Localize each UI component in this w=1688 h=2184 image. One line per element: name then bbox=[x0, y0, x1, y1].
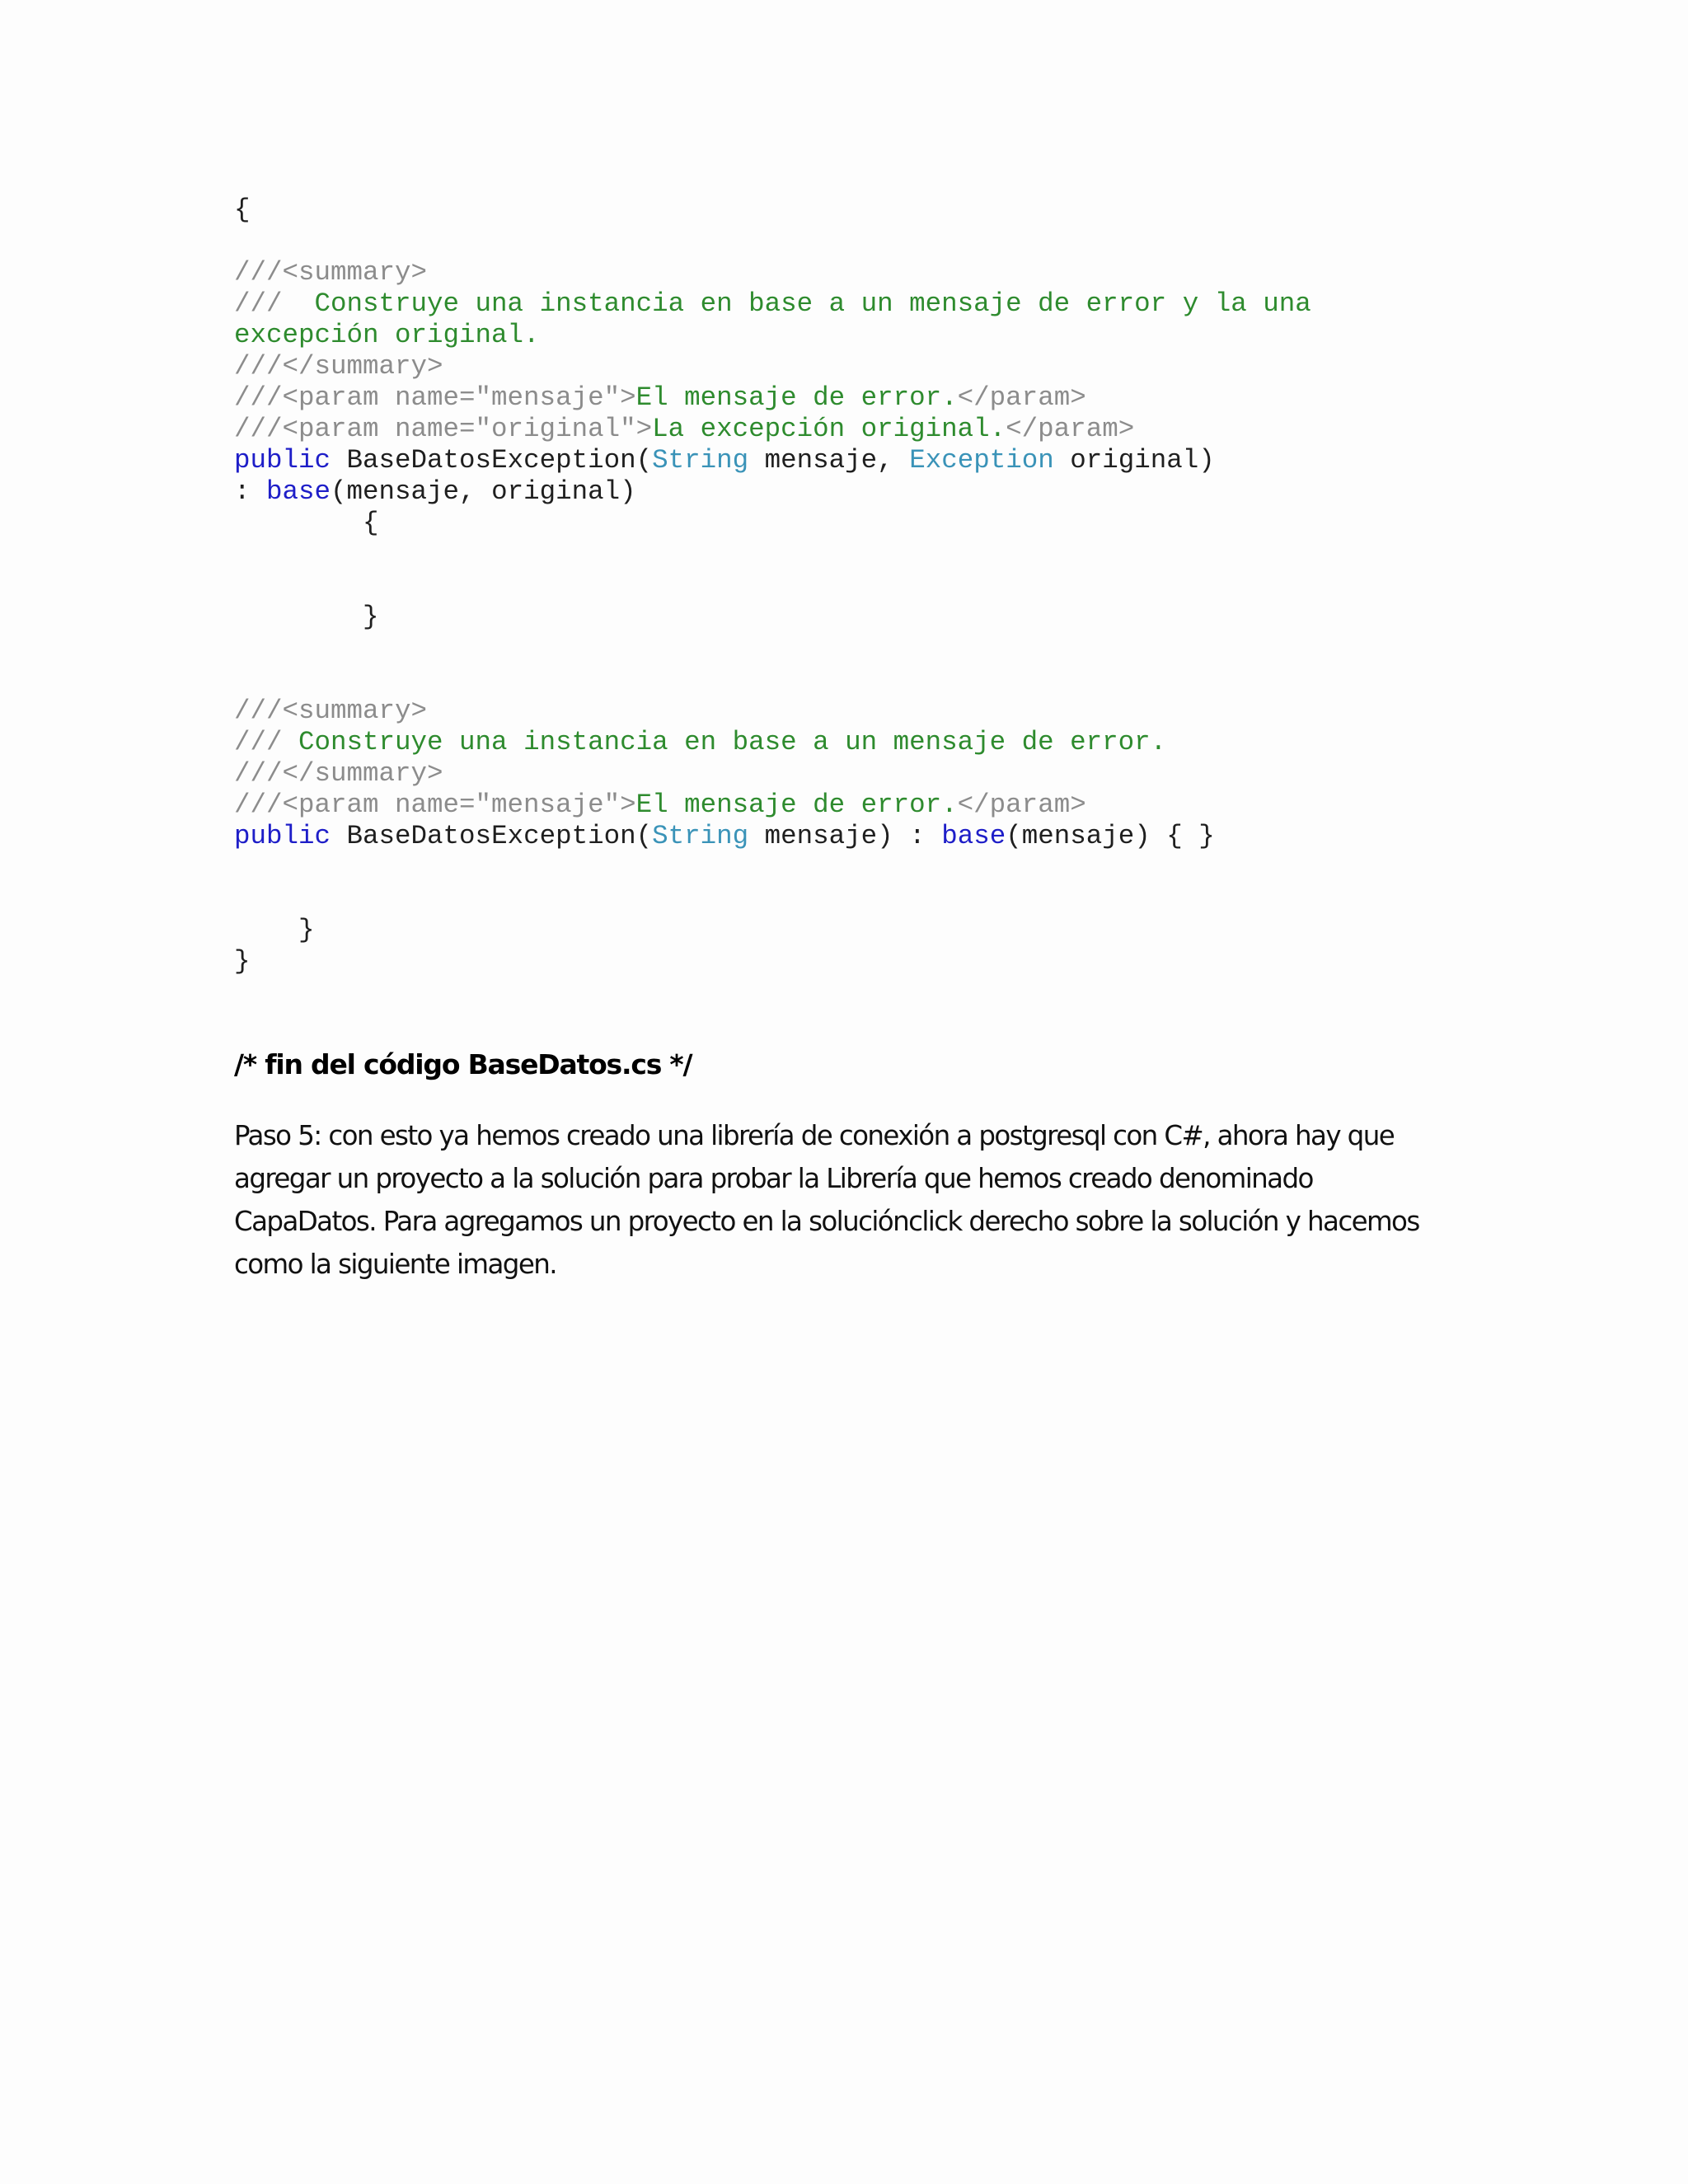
code-token: } bbox=[234, 915, 315, 945]
code-line bbox=[234, 257, 1311, 288]
code-token: /// bbox=[234, 727, 283, 757]
code-line bbox=[234, 508, 1311, 539]
paragraph-line: agregar un proyecto a la solución para probar la Librería que hemos creado denominado bbox=[234, 1163, 1313, 1194]
code-line bbox=[234, 852, 1311, 883]
code-token: mensaje, bbox=[748, 445, 910, 476]
code-line bbox=[234, 414, 1311, 445]
code-token: El mensaje de error. bbox=[635, 790, 958, 820]
code-token: La excepción original. bbox=[652, 414, 1006, 444]
code-line bbox=[234, 883, 1311, 915]
code-line bbox=[234, 288, 1311, 320]
code-token: original) bbox=[1053, 445, 1215, 476]
code-token: { bbox=[234, 194, 251, 225]
code-token: BaseDatosException( bbox=[331, 821, 653, 851]
code-token: String bbox=[652, 445, 749, 476]
code-token: (mensaje) { } bbox=[1006, 821, 1215, 851]
code-line bbox=[234, 351, 1311, 382]
code-token: : bbox=[234, 476, 267, 507]
code-token: ///</summary> bbox=[234, 351, 443, 382]
code-token: ///<param name="mensaje"> bbox=[234, 382, 636, 413]
code-token: Construye una instancia en base a un mensaje de error. bbox=[282, 727, 1167, 757]
code-token: ///</summary> bbox=[234, 758, 443, 789]
code-token: public bbox=[234, 445, 331, 476]
code-line bbox=[234, 727, 1311, 758]
code-token: excepción original. bbox=[234, 320, 540, 350]
code-token: </param> bbox=[957, 382, 1086, 413]
code-line bbox=[234, 946, 1311, 977]
code-token: { bbox=[234, 508, 379, 538]
code-token: ///<summary> bbox=[234, 696, 428, 726]
code-line bbox=[234, 226, 1311, 257]
code-line bbox=[234, 758, 1311, 790]
code-line bbox=[234, 915, 1311, 946]
code-token: } bbox=[234, 602, 379, 632]
code-block bbox=[234, 194, 1311, 977]
paragraph-line: como la siguiente imagen. bbox=[234, 1249, 556, 1280]
code-token: BaseDatosException( bbox=[331, 445, 653, 476]
code-token: Construye una instancia en base a un mensaje de error y la una bbox=[282, 288, 1311, 319]
code-line bbox=[234, 633, 1311, 664]
code-token: } bbox=[234, 946, 251, 977]
code-line bbox=[234, 570, 1311, 602]
code-line bbox=[234, 664, 1311, 696]
code-line bbox=[234, 790, 1311, 821]
code-token: ///<param name="mensaje"> bbox=[234, 790, 636, 820]
code-token: ///<summary> bbox=[234, 257, 428, 288]
code-token: </param> bbox=[1006, 414, 1135, 444]
body-paragraph bbox=[234, 1114, 1454, 1286]
code-line bbox=[234, 445, 1311, 476]
code-token: public bbox=[234, 821, 331, 851]
section-heading: /* fin del código BaseDatos.cs */ bbox=[234, 1048, 692, 1080]
paragraph-line: Paso 5: con esto ya hemos creado una librería de conexión a postgresql con C#, ahora hay que bbox=[234, 1120, 1395, 1151]
code-line bbox=[234, 821, 1311, 852]
code-token: mensaje) : bbox=[748, 821, 942, 851]
code-line bbox=[234, 194, 1311, 226]
code-line bbox=[234, 696, 1311, 727]
code-token: (mensaje, original) bbox=[331, 476, 636, 507]
code-token: /// bbox=[234, 288, 283, 319]
code-token: base bbox=[941, 821, 1006, 851]
code-token: base bbox=[266, 476, 331, 507]
code-token: ///<param name="original"> bbox=[234, 414, 653, 444]
code-line bbox=[234, 382, 1311, 414]
code-token: Exception bbox=[909, 445, 1054, 476]
code-line bbox=[234, 539, 1311, 570]
code-line bbox=[234, 476, 1311, 508]
paragraph-line: CapaDatos. Para agregamos un proyecto en la soluciónclick derecho sobre la solución y hacemos bbox=[234, 1206, 1419, 1237]
code-token: </param> bbox=[957, 790, 1086, 820]
code-token: El mensaje de error. bbox=[635, 382, 958, 413]
code-line bbox=[234, 602, 1311, 633]
code-line bbox=[234, 320, 1311, 351]
code-token: String bbox=[652, 821, 749, 851]
